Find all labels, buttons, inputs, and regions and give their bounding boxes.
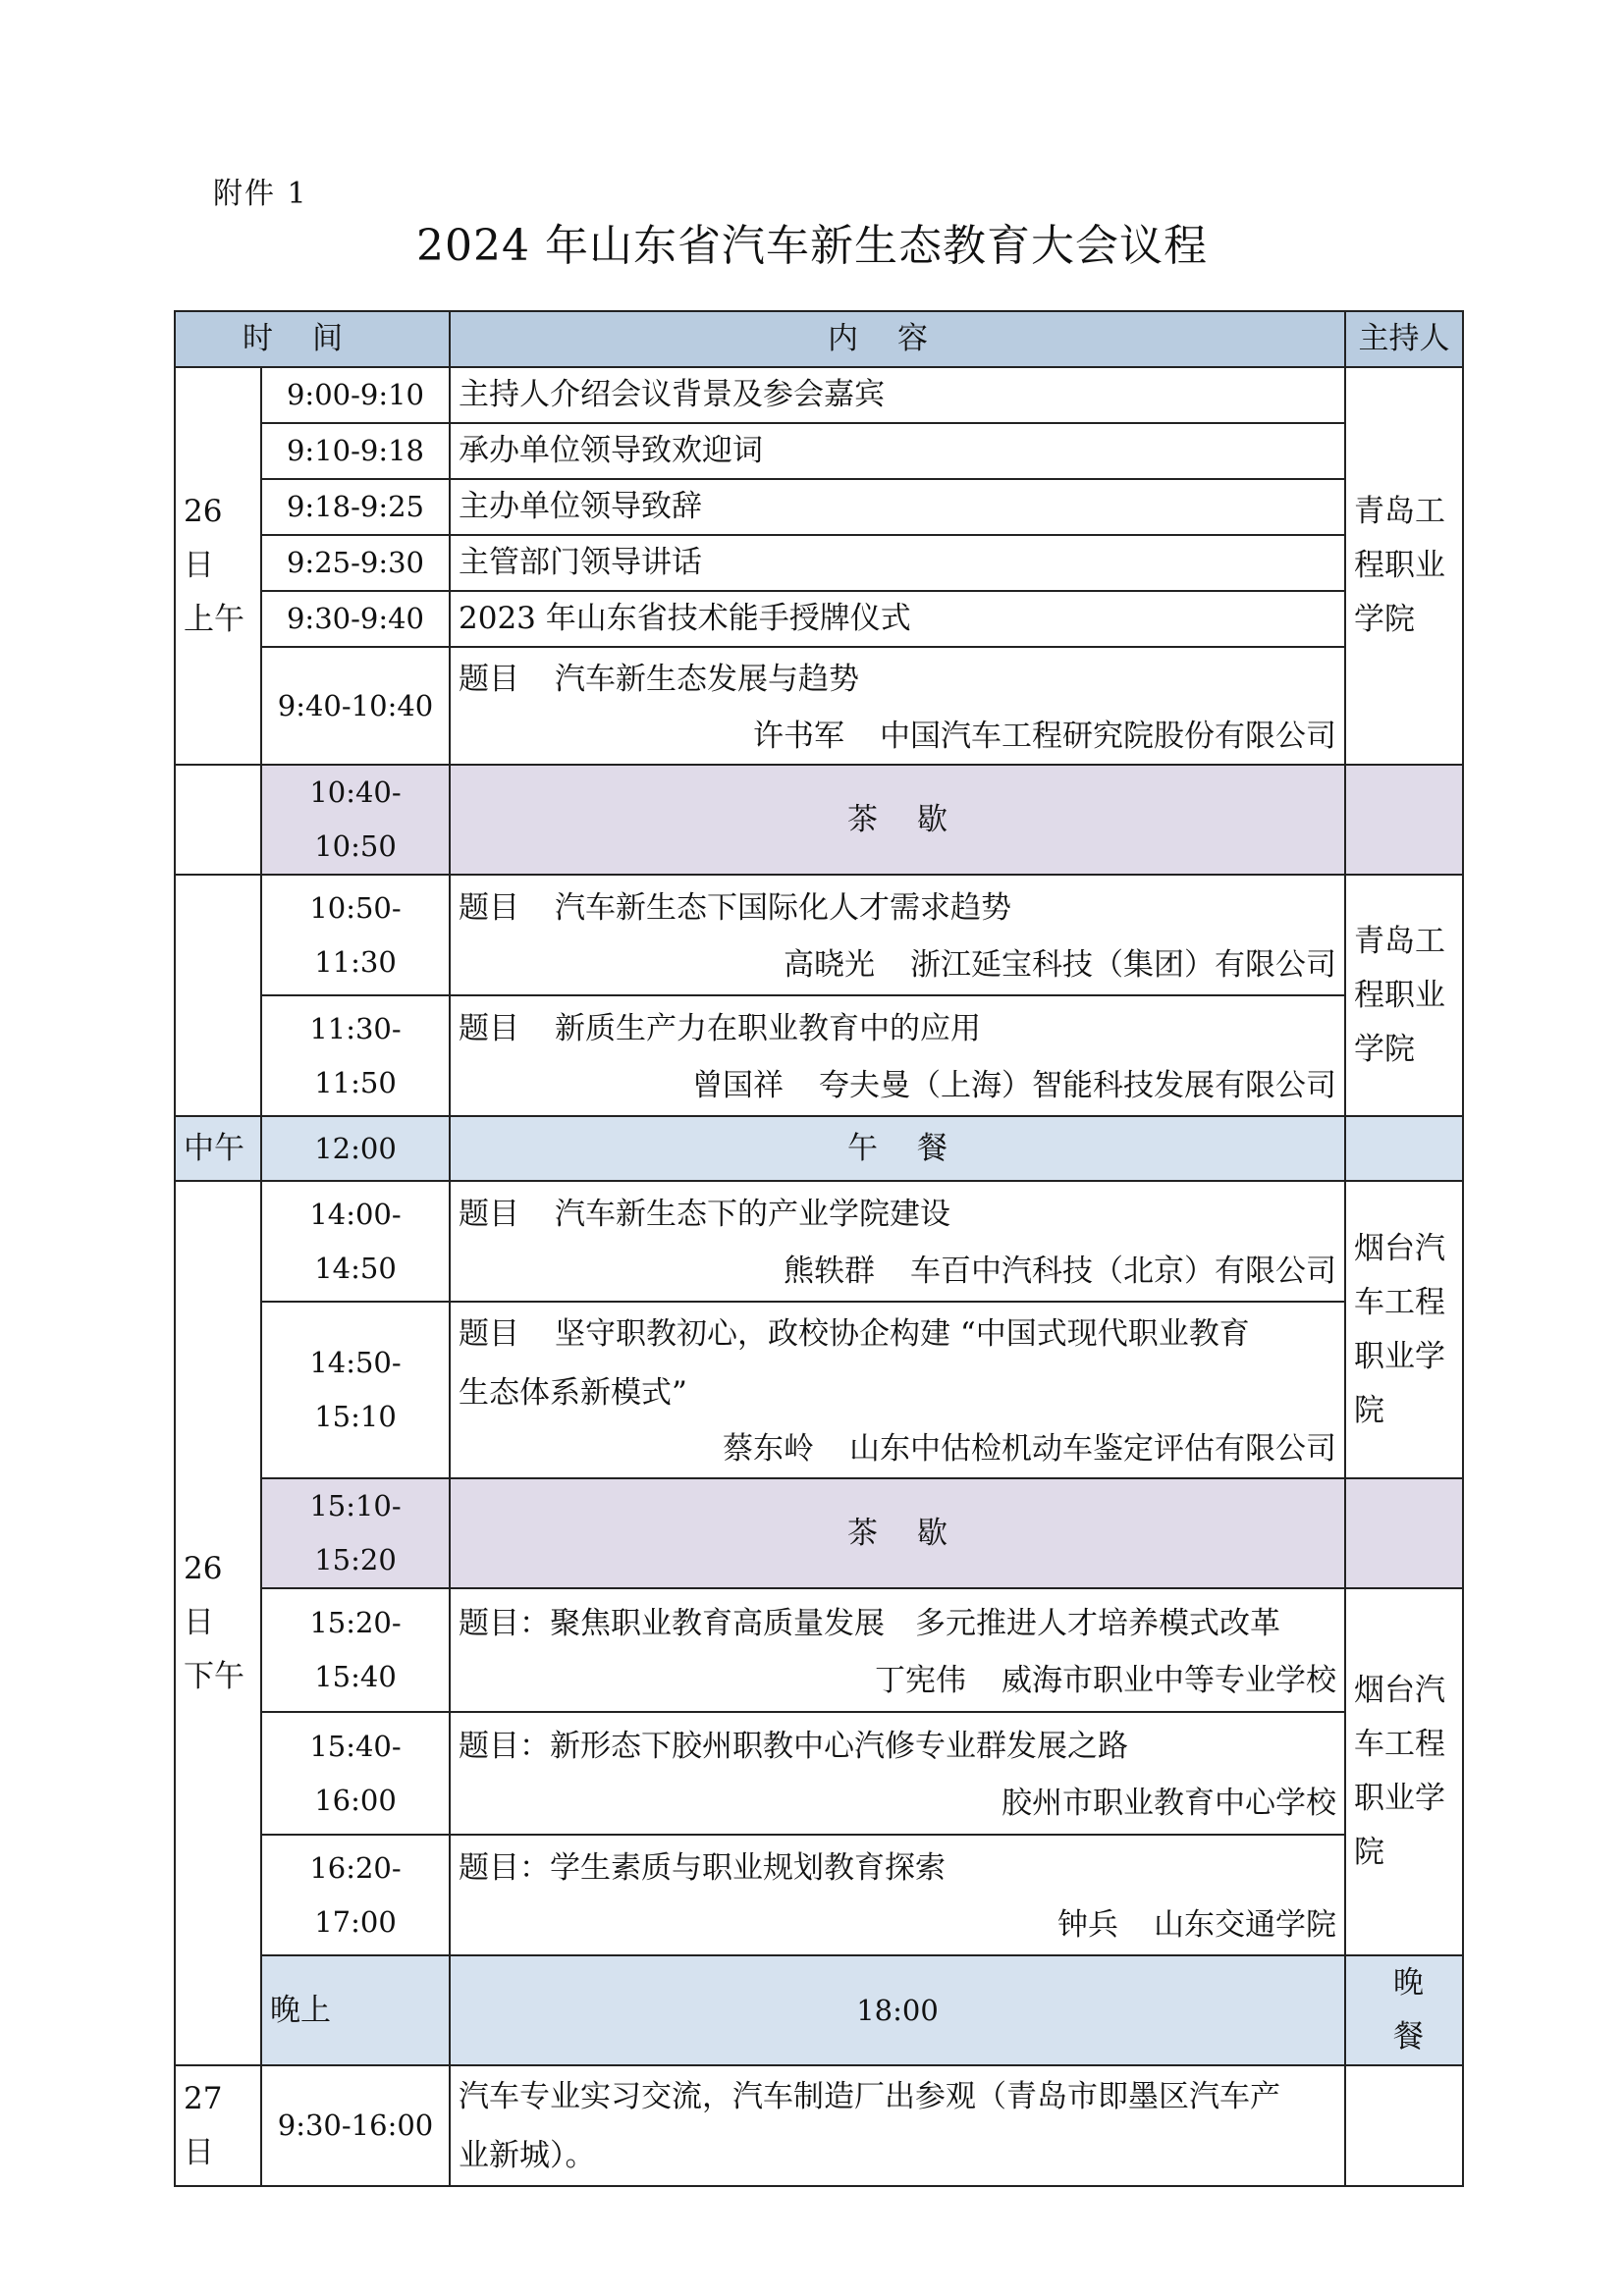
session-noon: 中午 bbox=[175, 1116, 261, 1181]
break-cell: 茶歇 bbox=[450, 765, 1345, 875]
session-day27: 27 日 bbox=[175, 2065, 261, 2186]
session-morning: 26 日 上午 bbox=[175, 367, 261, 765]
time-cell: 12:00 bbox=[261, 1116, 450, 1181]
content-cell: 承办单位领导致欢迎词 bbox=[450, 423, 1345, 479]
header-host: 主持人 bbox=[1345, 311, 1463, 367]
break-cell: 茶歇 bbox=[450, 1478, 1345, 1588]
talk-cell: 题目 汽车新生态发展与趋势 许书军 中国汽车工程研究院股份有限公司 bbox=[450, 647, 1345, 765]
talk-cell: 题目 汽车新生态下国际化人才需求趋势 高晓光 浙江延宝科技（集团）有限公司 bbox=[450, 875, 1345, 995]
time-cell: 10:50-11:30 bbox=[261, 875, 450, 995]
table-row bbox=[175, 1181, 1463, 1302]
time-cell: 9:18-9:25 bbox=[261, 479, 450, 535]
host-cell: 青岛工 程职业 学院 bbox=[1345, 367, 1463, 765]
agenda-table bbox=[174, 310, 1464, 2187]
table-row bbox=[175, 647, 1463, 765]
content-cell: 主管部门领导讲话 bbox=[450, 535, 1345, 591]
table-header-row bbox=[175, 311, 1463, 367]
time-cell: 16:20-17:00 bbox=[261, 1835, 450, 1955]
break-cell: 午餐 bbox=[450, 1116, 1345, 1181]
table-row bbox=[175, 591, 1463, 647]
attachment-label: 附件 1 bbox=[213, 177, 308, 211]
time-cell: 9:00-9:10 bbox=[261, 367, 450, 423]
table-row bbox=[175, 1712, 1463, 1835]
talk-cell: 题目 坚守职教初心，政校协企构建 “中国式现代职业教育 生态体系新模式” 蔡东岭 山东中估检机动车鉴定评估有限公司 bbox=[450, 1302, 1345, 1478]
table-row bbox=[175, 1302, 1463, 1478]
table-row bbox=[175, 1116, 1463, 1181]
time-cell: 11:30-11:50 bbox=[261, 995, 450, 1116]
session-evening: 晚上 bbox=[261, 1955, 450, 2065]
page-title: 2024 年山东省汽车新生态教育大会议程 bbox=[416, 221, 1208, 271]
time-cell: 14:50-15:10 bbox=[261, 1302, 450, 1478]
time-cell: 9:30-9:40 bbox=[261, 591, 450, 647]
talk-cell: 题目：聚焦职业教育高质量发展 多元推进人才培养模式改革 丁宪伟 威海市职业中等专业学校 bbox=[450, 1588, 1345, 1712]
time-cell: 9:30-16:00 bbox=[261, 2065, 450, 2186]
host-cell: 烟台汽 车工程 职业学 院 bbox=[1345, 1181, 1463, 1478]
table-row bbox=[175, 875, 1463, 995]
host-cell: 青岛工 程职业 学院 bbox=[1345, 875, 1463, 1116]
talk-cell: 题目：新形态下胶州职教中心汽修专业群发展之路 胶州市职业教育中心学校 bbox=[450, 1712, 1345, 1835]
talk-cell: 题目 新质生产力在职业教育中的应用 曾国祥 夸夫曼（上海）智能科技发展有限公司 bbox=[450, 995, 1345, 1116]
table-row bbox=[175, 995, 1463, 1116]
header-content: 内容 bbox=[450, 311, 1345, 367]
time-cell: 10:40-10:50 bbox=[261, 765, 450, 875]
table-row bbox=[175, 423, 1463, 479]
table-row bbox=[175, 479, 1463, 535]
time-cell: 15:10-15:20 bbox=[261, 1478, 450, 1588]
host-cell: 烟台汽 车工程 职业学 院 bbox=[1345, 1588, 1463, 1955]
content-cell: 汽车专业实习交流，汽车制造厂出参观（青岛市即墨区汽车产 业新城）。 bbox=[450, 2065, 1345, 2186]
time-cell: 15:40-16:00 bbox=[261, 1712, 450, 1835]
content-cell: 主持人介绍会议背景及参会嘉宾 bbox=[450, 367, 1345, 423]
table-row bbox=[175, 1835, 1463, 1955]
table-row bbox=[175, 1955, 1463, 2065]
table-row bbox=[175, 765, 1463, 875]
talk-cell: 题目 汽车新生态下的产业学院建设 熊轶群 车百中汽科技（北京）有限公司 bbox=[450, 1181, 1345, 1302]
table-row bbox=[175, 535, 1463, 591]
talk-cell: 题目：学生素质与职业规划教育探索 钟兵 山东交通学院 bbox=[450, 1835, 1345, 1955]
content-cell: 主办单位领导致辞 bbox=[450, 479, 1345, 535]
time-cell: 18:00 bbox=[450, 1955, 1345, 2065]
table-row bbox=[175, 1478, 1463, 1588]
session-afternoon: 26 日 下午 bbox=[175, 1181, 261, 2065]
table-row bbox=[175, 1588, 1463, 1712]
time-cell: 9:10-9:18 bbox=[261, 423, 450, 479]
time-cell: 15:20-15:40 bbox=[261, 1588, 450, 1712]
time-cell: 9:25-9:30 bbox=[261, 535, 450, 591]
time-cell: 9:40-10:40 bbox=[261, 647, 450, 765]
time-cell: 14:00-14:50 bbox=[261, 1181, 450, 1302]
table-row bbox=[175, 367, 1463, 423]
header-time: 时间 bbox=[175, 311, 450, 367]
content-cell: 2023 年山东省技术能手授牌仪式 bbox=[450, 591, 1345, 647]
break-cell: 晚餐 bbox=[1345, 1955, 1463, 2065]
table-row bbox=[175, 2065, 1463, 2186]
